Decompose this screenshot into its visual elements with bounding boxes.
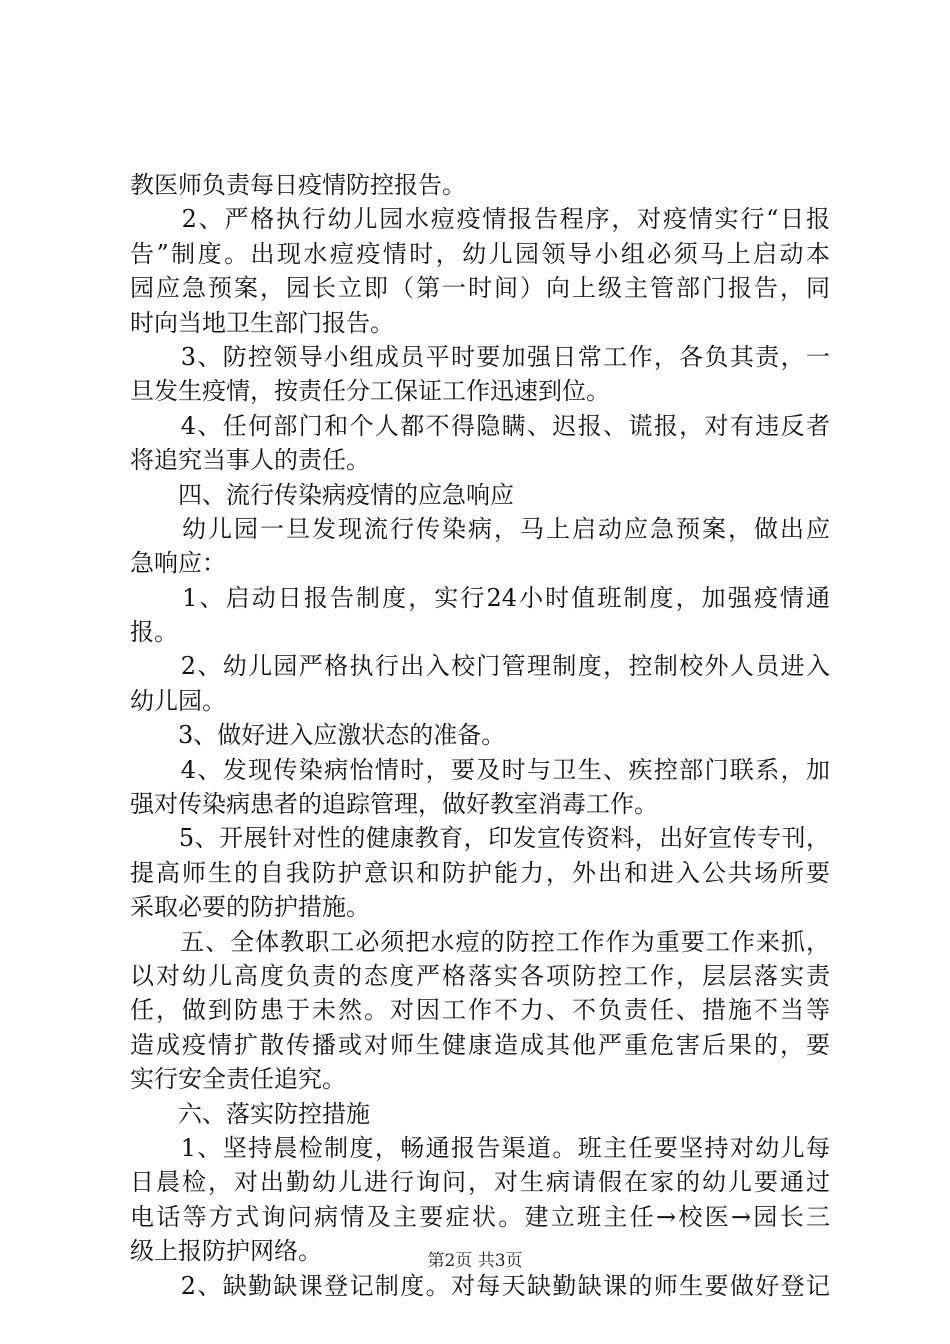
text-line: 2、严格执行幼儿园水痘疫情报告程序，对疫情实行“日报 [130, 205, 830, 234]
page-number-footer: 第2页 共3页 [427, 1251, 523, 1271]
section-heading: 四、流行传染病疫情的应急响应 [130, 480, 514, 509]
text-line: 1、启动日报告制度，实行24小时值班制度，加强疫情通 [130, 583, 830, 612]
text-line: 教医师负责每日疫情防控报告。 [130, 171, 466, 199]
text-line: 2、幼儿园严格执行出入校门管理制度，控制校外人员进入 [130, 652, 830, 681]
text-line: 告”制度。出现水痘疫情时，幼儿园领导小组必须马上启动本 [130, 239, 830, 268]
text-line: 急响应： [130, 549, 226, 578]
text-line: 1、坚持晨检制度，畅通报告渠道。班主任要坚持对幼儿每 [130, 1133, 830, 1162]
text-line: 旦发生疫情，按责任分工保证工作迅速到位。 [130, 377, 610, 406]
text-line: 4、发现传染病怡情时，要及时与卫生、疾控部门联系，加 [130, 755, 830, 784]
text-line: 强对传染病患者的追踪管理，做好教室消毒工作。 [130, 790, 658, 819]
section-heading: 五、全体教职工必须把水痘的防控工作作为重要工作来抓， [130, 927, 830, 956]
text-line: 任，做到防患于未然。对因工作不力、不负责任、措施不当等 [130, 996, 830, 1025]
text-line: 将追究当事人的责任。 [130, 446, 370, 475]
text-line: 园应急预案，园长立即（第一时间）向上级主管部门报告，同 [130, 274, 830, 303]
text-line: 实行安全责任追究。 [130, 1065, 346, 1094]
text-line: 4、任何部门和个人都不得隐瞒、迟报、谎报，对有违反者 [130, 411, 830, 440]
text-line: 日晨检，对出勤幼儿进行询问，对生病请假在家的幼儿要通过 [130, 1168, 830, 1197]
text-line: 采取必要的防护措施。 [130, 893, 370, 922]
document-body [130, 168, 830, 1303]
text-line: 幼儿园一旦发现流行传染病，马上启动应急预案，做出应 [130, 514, 830, 543]
text-line: 报。 [130, 618, 178, 647]
text-line: 3、防控领导小组成员平时要加强日常工作，各负其责，一 [130, 342, 830, 371]
text-line: 3、做好进入应激状态的准备。 [130, 721, 506, 750]
text-line: 时向当地卫生部门报告。 [130, 308, 394, 337]
text-line: 以对幼儿高度负责的态度严格落实各项防控工作，层层落实责 [130, 961, 830, 990]
text-line: 幼儿园。 [130, 686, 226, 715]
text-line: 造成疫情扩散传播或对师生健康造成其他严重危害后果的，要 [130, 1030, 830, 1059]
text-line: 电话等方式询问病情及主要症状。建立班主任→校医→园长三 [130, 1202, 830, 1231]
text-line: 2、缺勤缺课登记制度。对每天缺勤缺课的师生要做好登记 [130, 1271, 830, 1300]
text-line: 级上报防护网络。 [130, 1237, 322, 1266]
text-line: 提高师生的自我防护意识和防护能力，外出和进入公共场所要 [130, 858, 830, 887]
text-line: 5、开展针对性的健康教育，印发宣传资料，出好宣传专刊， [130, 824, 830, 853]
section-heading: 六、落实防控措施 [130, 1099, 370, 1128]
